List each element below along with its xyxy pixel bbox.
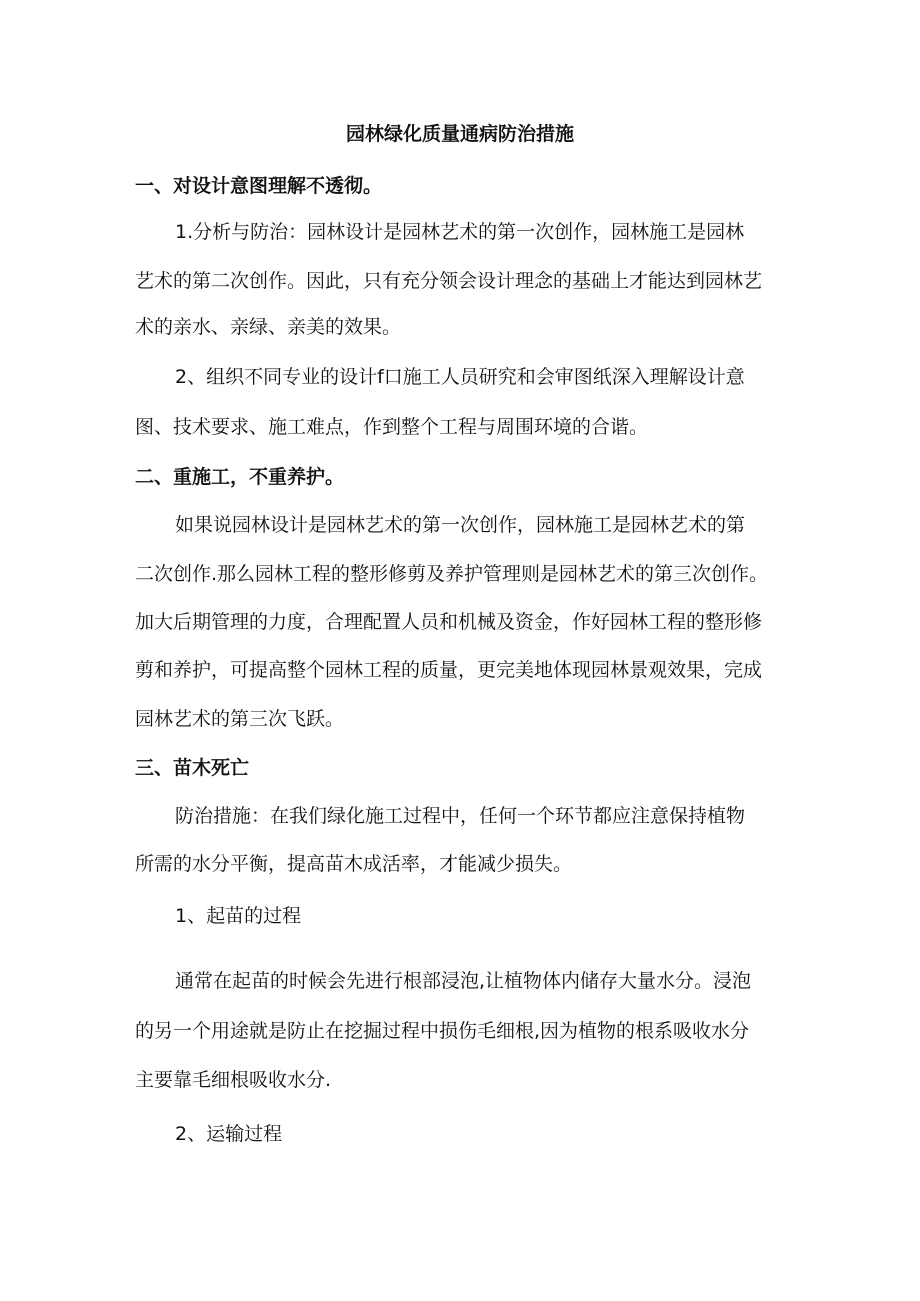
paragraph-line: 二次创作.那么园林工程的整形修剪及养护管理则是园林艺术的第三次创作。 [135,563,769,585]
paragraph-line: 通常在起苗的时候会先进行根部浸泡,让植物体内储存大量水分。浸泡 [175,970,752,992]
paragraph-line: 术的亲水、亲绿、亲美的效果。 [135,316,402,338]
paragraph-line: 艺术的第二次创作。因此，只有充分领会设计理念的基础上才能达到园林艺 [135,270,763,292]
section-3-heading: 三、苗木死亡 [135,757,250,779]
paragraph-line: 1.分析与防治：园林设计是园林艺术的第一次创作，园林施工是园林 [175,221,745,243]
paragraph-line: 所需的水分平衡，提高苗木成活率，才能减少损失。 [135,853,573,875]
paragraph-line: 主要靠毛细根吸收水分. [135,1069,332,1091]
paragraph-line: 园林艺术的第三次飞跃。 [135,708,345,730]
paragraph-line: 图、技术要求、施工难点，作到整个工程与周围环境的合谐。 [135,416,649,438]
subheading: 2、运输过程 [175,1123,283,1145]
paragraph-line: 剪和养护，可提高整个园林工程的质量，更完美地体现园林景观效果，完成 [135,659,763,681]
paragraph-line: 加大后期管理的力度，合理配置人员和机械及资金，作好园林工程的整形修 [135,611,763,633]
section-1-heading: 一、对设计意图理解不透彻。 [135,175,383,197]
paragraph-line: 的另一个用途就是防止在挖掘过程中损伤毛细根,因为植物的根系吸收水分 [135,1020,750,1042]
paragraph-line: 2、组织不同专业的设计f口施工人员研究和会审图纸深入理解设计意 [175,366,745,388]
paragraph-line: 如果说园林设计是园林艺术的第一次创作，园林施工是园林艺术的第 [175,514,746,536]
document-title: 园林绿化质量通病防治措施 [345,123,574,145]
paragraph-line: 防治措施：在我们绿化施工过程中，任何一个环节都应注意保持植物 [175,805,746,827]
subheading: 1、起苗的过程 [175,905,302,927]
section-2-heading: 二、重施工，不重养护。 [135,466,345,488]
